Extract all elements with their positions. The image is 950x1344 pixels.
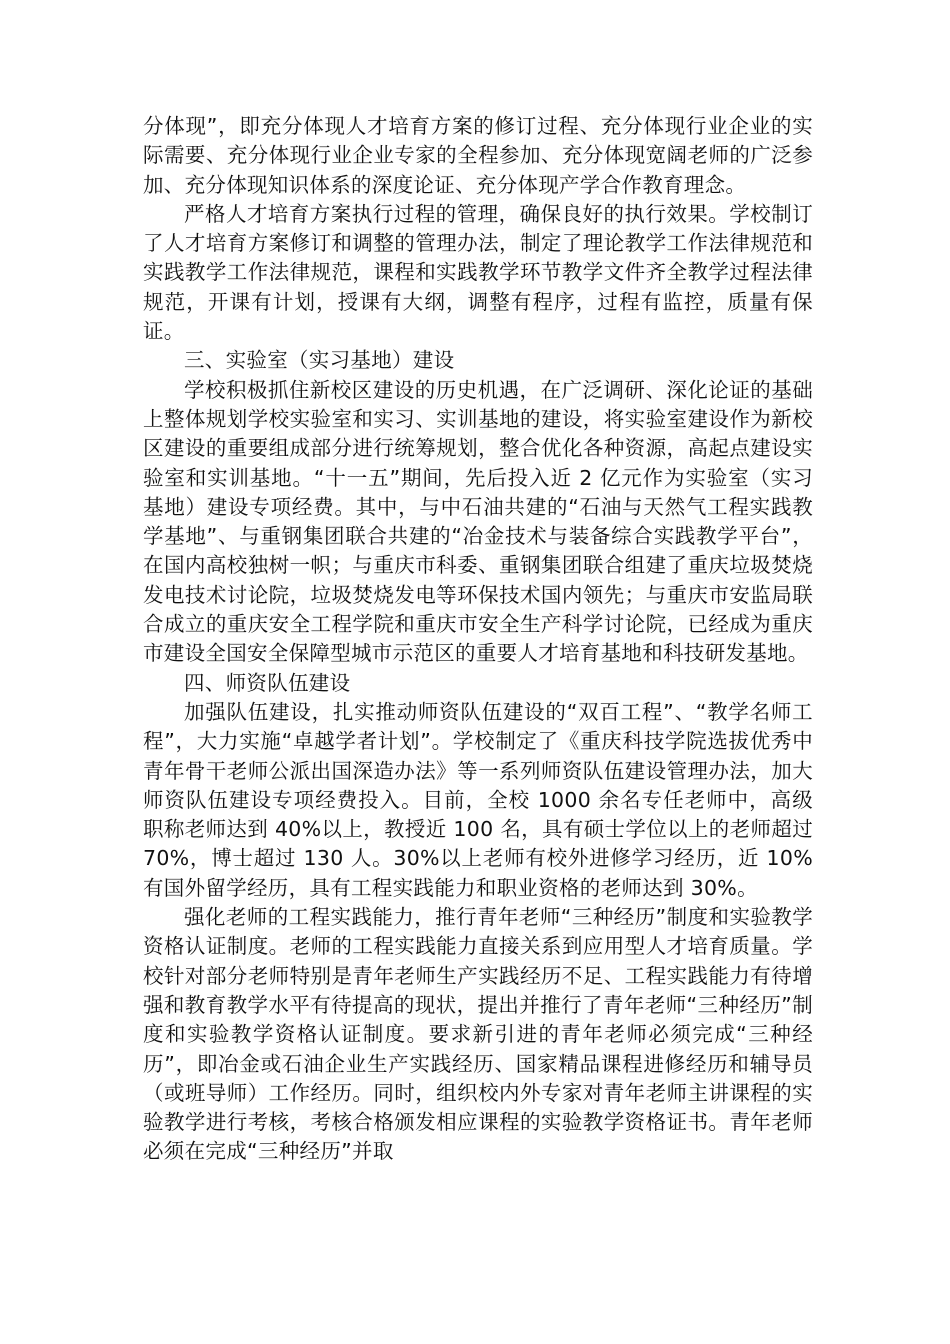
paragraph-faculty-construction: 加强队伍建设，扎实推动师资队伍建设的“双百工程”、“教学名师工程”，大力实施“卓越学者计划”。学校制定了《重庆科技学院选拔优秀中青年骨干老师公派出国深造办法》等一系列师资队伍建设管理办法，加大师资队伍建设专项经费投入。目前，全校 1000 余名专任老师中，高级职称老师达到 40%以上，教授近 100 名，具有硕士学位以上的老师超过 70%，博士超过 130 人。30%以上老师有校外进修学习经历，近 10%有国外留学经历，具有工程实践能力和职业资格的老师达到 30%。 [143, 699, 813, 900]
paragraph-training-plan-management: 严格人才培育方案执行过程的管理，确保良好的执行效果。学校制订了人才培育方案修订和调整的管理办法，制定了理论教学工作法律规范和实践教学工作法律规范，课程和实践教学环节教学文件齐全教学过程法律规范，开课有计划，授课有大纲，调整有程序，过程有监控，质量有保证。 [143, 201, 813, 344]
section-heading-faculty: 四、师资队伍建设 [184, 670, 351, 695]
paragraph-laboratory-construction: 学校积极抓住新校区建设的历史机遇，在广泛调研、深化论证的基础上整体规划学校实验室和实习、实训基地的建设，将实验室建设作为新校区建设的重要组成部分进行统筹规划，整合优化各种资源，高起点建设实验室和实训基地。“十一五”期间，先后投入近 2 亿元作为实验室（实习基地）建设专项经费。其中，与中石油共建的“石油与天然气工程实践教学基地”、与重钢集团联合共建的“冶金技术与装备综合实践教学平台”，在国内高校独树一帜；与重庆市科委、重钢集团联合组建了重庆垃圾焚烧发电技术讨论院，垃圾焚烧发电等环保技术国内领先；与重庆市安监局联合成立的重庆安全工程学院和重庆市安全生产科学讨论院，已经成为重庆市建设全国安全保障型城市示范区的重要人才培育基地和科技研发基地。 [143, 377, 813, 666]
document-page [143, 112, 813, 1167]
paragraph-engineering-practice: 强化老师的工程实践能力，推行青年老师“三种经历”制度和实验教学资格认证制度。老师的工程实践能力直接关系到应用型人才培育质量。学校针对部分老师特别是青年老师生产实践经历不足、工程实践能力有待增强和教育教学水平有待提高的现状，提出并推行了青年老师“三种经历”制度和实验教学资格认证制度。要求新引进的青年老师必须完成“三种经历”，即冶金或石油企业生产实践经历、国家精品课程进修经历和辅导员（或班导师）工作经历。同时，组织校内外专家对青年老师主讲课程的实验教学进行考核，考核合格颁发相应课程的实验教学资格证书。青年老师必须在完成“三种经历”并取 [143, 905, 813, 1164]
section-heading-laboratory: 三、实验室（实习基地）建设 [184, 348, 455, 373]
paragraph-continuation: 分体现”，即充分体现人才培育方案的修订过程、充分体现行业企业的实际需要、充分体现行业企业专家的全程参加、充分体现宽阔老师的广泛参加、充分体现知识体系的深度论证、充分体现产学合作教育理念。 [143, 114, 813, 197]
